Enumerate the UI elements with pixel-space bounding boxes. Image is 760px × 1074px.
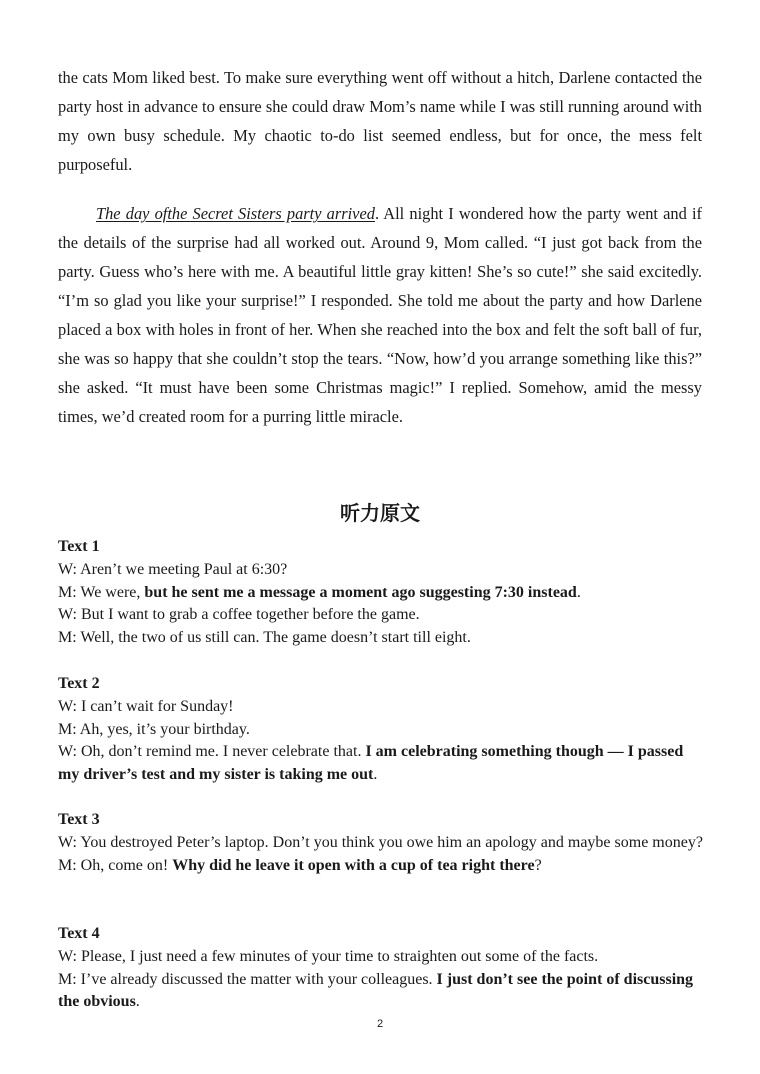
line-text: M: I’ve already discussed the matter with your colleagues. [58,970,437,988]
line-punct: . [576,583,581,601]
text-1-line-1: W: Aren’t we meeting Paul at 6:30? [58,560,288,578]
line-text: M: We were, [58,583,145,601]
text-1-line-3: W: But I want to grab a coffee together before the game. [58,606,420,624]
text-2-line-3 [58,741,708,787]
text-4-block [58,923,708,1014]
text-2-block [58,673,708,787]
key-answer-text: I am celebrating something though — I passed my driver’s test and my sister is taking me out [58,743,684,784]
line-punct: . [135,993,140,1011]
story-paragraph-1: the cats Mom liked best. To make sure everything went off without a hitch, Darlene contacted the party host in advance to ensure she could draw Mom’s name while I was still running around with my own busy schedule. My chaotic to-do list seemed endless, but for once, the mess felt purposeful. [58,68,702,174]
text-2-line-1: W: I can’t wait for Sunday! [58,697,234,715]
text-2-title: Text 2 [58,675,100,692]
text-1-line-4: M: Well, the two of us still can. The game doesn’t start till eight. [58,629,471,647]
section-heading: 听力原文 [340,501,420,525]
line-punct: ? [534,856,542,874]
underlined-sentence: The day ofthe Secret Sisters party arrived [96,204,375,223]
text-3-title: Text 3 [58,811,100,828]
text-3-line-1: W: You destroyed Peter’s laptop. Don’t you think you owe him an apology and maybe some money? [58,833,703,851]
text-1-title: Text 1 [58,538,100,555]
text-1-line-2 [58,582,708,605]
line-punct: . [373,766,378,784]
page-number: 2 [376,1018,384,1030]
text-4-line-1: W: Please, I just need a few minutes of your time to straighten out some of the facts. [58,947,599,965]
line-text: M: Oh, come on! [58,856,173,874]
paragraph-2-text: . All night I wondered how the party went and if the details of the surprise had all worked out. Around 9, Mom called. “I just got back from the party. Guess who’s here with me. A beautiful little gray kitten! She’s so cute!” she said excitedly. “I’m so glad you like your surprise!” I responded. She told me about the party and how Darlene placed a box with holes in front of her. When she reached into the box and felt the soft ball of fur, she was so happy that she couldn’t stop the tears. “Now, how’d you arrange something like this?” she asked. “It must have been some Christmas magic!” I replied. Somehow, amid the messy times, we’d created room for a purring little miracle. [58,204,702,426]
line-text: W: Oh, don’t remind me. I never celebrate that. [58,743,366,761]
story-paragraph-2 [58,199,702,431]
key-answer-text: Why did he leave it open with a cup of tea right there [172,856,535,874]
key-answer-text: I just don’t see the point of discussing the obvious [58,970,694,1011]
text-4-line-2 [58,969,708,1015]
key-answer-text: but he sent me a message a moment ago suggesting 7:30 instead [144,583,577,601]
text-2-line-2: M: Ah, yes, it’s your birthday. [58,720,250,738]
text-3-block [58,809,708,877]
text-1-block [58,536,708,650]
text-4-title: Text 4 [58,925,100,942]
text-3-line-2 [58,855,708,878]
